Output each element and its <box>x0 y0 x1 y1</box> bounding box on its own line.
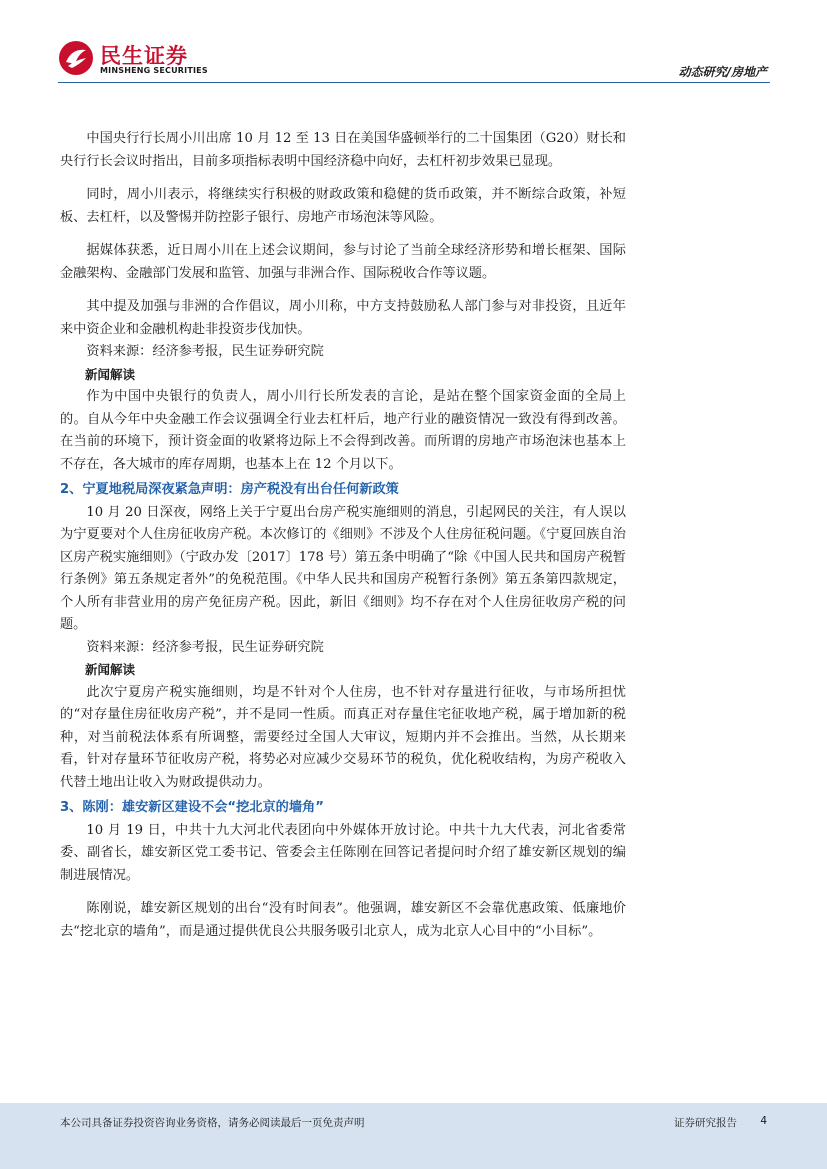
intro-analysis-label: 新闻解读 <box>85 366 136 382</box>
intro-source: 资料来源：经济参考报，民生证券研究院 <box>86 344 324 359</box>
page-header <box>0 0 827 90</box>
section-3-heading: 3、陈刚：雄安新区建设不会“挖北京的墙角” <box>60 800 324 815</box>
section-2-paragraph: 10 月 20 日深夜，网络上关于宁夏出台房产税实施细则的消息，引起网民的关注，有人误以为宁夏要对个人住房征收房产税。本次修订的《细则》不涉及个人住房征税问题。《宁夏回族自治区房产税实施细则》（宁政办发〔2017〕178 号）第五条中明确了“除《中国人民共和国房产税暂行条例》第五条规定者外”的免税范围。《中华人民共和国房产税暂行条例》第五条第四款规定，个人所有非营业用的房产免征房产税。因此，新旧《细则》均不存在对个人住房征收房产税的问题。 <box>60 504 626 632</box>
section-2-analysis: 此次宁夏房产税实施细则，均是不针对个人住房，也不针对存量进行征收，与市场所担忧的“对存量住房征收房产税”，并不是同一性质。而真正对存量住宅征收地产税，属于增加新的税种，对当前税法体系有所调整，需要经过全国人大审议，短期内并不会推出。当然，从长期来看，针对存量环节征收房产税，将势必对应减少交易环节的税负，优化税收结构，为房产税收入代替土地出让收入为财政提供动力。 <box>60 684 626 790</box>
report-category: 动态研究/房地产 <box>678 65 767 79</box>
section-2-analysis-label: 新闻解读 <box>85 662 136 677</box>
page-footer <box>0 1103 827 1169</box>
section-2-source: 资料来源：经济参考报，民生证券研究院 <box>86 639 324 655</box>
section-2-heading: 2、宁夏地税局深夜紧急声明：房产税没有出台任何新政策 <box>60 482 399 497</box>
intro-paragraph-2: 同时，周小川表示，将继续实行积极的财政政策和稳健的货币政策，并不断综合政策，补短板、去杠杆，以及警惕并防控影子银行、房地产市场泡沫等风险。 <box>60 187 626 225</box>
section-3-paragraph-1: 10 月 19 日，中共十九大河北代表团向中外媒体开放讨论。中共十九大代表，河北省委常委、副省长，雄安新区党工委书记、管委会主任陈刚在回答记者提问时介绍了雄安新区规划的编制进展情况。 <box>60 822 626 883</box>
intro-analysis: 作为中国中央银行的负责人，周小川行长所发表的言论，是站在整个国家资金面的全局上的。自从今年中央金融工作会议强调全行业去杠杆后，地产行业的融资情况一致没有得到改善。在当前的环境下，预计资金面的收紧将边际上不会得到改善。而所谓的房地产市场泡沫也基本上不存在，各大城市的库存周期，也基本上在 12 个月以下。 <box>60 389 626 472</box>
section-3-paragraph-2: 陈刚说，雄安新区规划的出台“没有时间表”。他强调，雄安新区不会靠优惠政策、低廉地价去“挖北京的墙角”，而是通过提供优良公共服务吸引北京人，成为北京人心目中的“小目标”。 <box>60 901 626 939</box>
header-divider <box>58 82 770 83</box>
page-number: 4 <box>760 1115 767 1127</box>
intro-paragraph-3: 据媒体获悉，近日周小川在上述会议期间，参与讨论了当前全球经济形势和增长框架、国际金融架构、金融部门发展和监管、加强与非洲合作、国际税收合作等议题。 <box>60 243 626 281</box>
article-body <box>60 128 626 943</box>
minsheng-logo-icon <box>58 40 94 76</box>
footer-disclaimer: 本公司具备证券投资咨询业务资格，请务必阅读最后一页免责声明 <box>60 1117 365 1129</box>
logo-chinese-name: 民生证券 <box>100 44 188 68</box>
intro-paragraph-1: 中国央行行长周小川出席 10 月 12 至 13 日在美国华盛顿举行的二十国集团（G20）财长和央行行长会议时指出，目前多项指标表明中国经济稳中向好，去杠杆初步效果已显现。 <box>60 131 626 169</box>
logo-english-name: MINSHENG SECURITIES <box>100 66 208 75</box>
company-logo <box>58 40 208 80</box>
footer-report-type: 证券研究报告 <box>674 1117 737 1129</box>
intro-paragraph-4: 其中提及加强与非洲的合作倡议，周小川称，中方支持鼓励私人部门参与对非投资，且近年来中资企业和金融机构赴非投资步伐加快。 <box>60 299 626 337</box>
